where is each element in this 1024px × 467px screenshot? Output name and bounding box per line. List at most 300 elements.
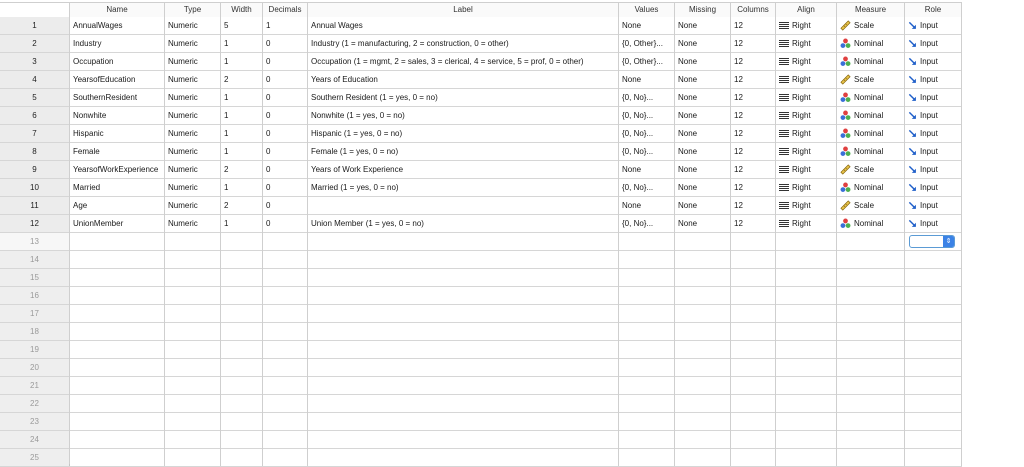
empty-cell-decimals[interactable] xyxy=(263,431,308,448)
empty-cell-decimals[interactable] xyxy=(263,413,308,430)
row-number[interactable]: 1 xyxy=(0,17,70,34)
cell-name[interactable]: Married xyxy=(70,179,165,196)
cell-measure[interactable] xyxy=(837,161,905,178)
cell-measure[interactable] xyxy=(837,179,905,196)
empty-cell-columns[interactable] xyxy=(731,305,776,322)
cell-align[interactable] xyxy=(776,179,837,196)
empty-cell-label[interactable] xyxy=(308,341,619,358)
cell-label[interactable]: Nonwhite (1 = yes, 0 = no) xyxy=(308,107,619,124)
cell-type[interactable]: Numeric xyxy=(165,71,221,88)
cell-width[interactable]: 1 xyxy=(221,143,263,160)
cell-width[interactable]: 1 xyxy=(221,89,263,106)
empty-cell-name[interactable] xyxy=(70,233,165,250)
empty-cell-measure[interactable] xyxy=(837,269,905,286)
column-header-type[interactable]: Type xyxy=(165,3,221,17)
cell-missing[interactable]: None xyxy=(675,107,731,124)
cell-role[interactable] xyxy=(905,53,962,70)
cell-type[interactable]: Numeric xyxy=(165,215,221,232)
empty-cell-decimals[interactable] xyxy=(263,251,308,268)
cell-role[interactable] xyxy=(905,107,962,124)
cell-values[interactable]: None xyxy=(619,17,675,34)
empty-cell-align[interactable] xyxy=(776,359,837,376)
cell-values[interactable]: {0, No}... xyxy=(619,179,675,196)
cell-align[interactable] xyxy=(776,53,837,70)
empty-cell-values[interactable] xyxy=(619,359,675,376)
cell-values[interactable]: {0, No}... xyxy=(619,215,675,232)
empty-cell-type[interactable] xyxy=(165,359,221,376)
cell-columns[interactable]: 12 xyxy=(731,35,776,52)
empty-cell-measure[interactable] xyxy=(837,377,905,394)
empty-cell-measure[interactable] xyxy=(837,233,905,250)
cell-align[interactable] xyxy=(776,89,837,106)
row-number[interactable]: 20 xyxy=(0,359,70,376)
cell-values[interactable]: None xyxy=(619,71,675,88)
empty-cell-type[interactable] xyxy=(165,395,221,412)
cell-values[interactable]: None xyxy=(619,197,675,214)
empty-cell-values[interactable] xyxy=(619,233,675,250)
empty-cell-type[interactable] xyxy=(165,287,221,304)
row-number[interactable]: 19 xyxy=(0,341,70,358)
cell-role[interactable] xyxy=(905,179,962,196)
cell-name[interactable]: YearsofWorkExperience xyxy=(70,161,165,178)
empty-cell-name[interactable] xyxy=(70,431,165,448)
empty-cell-values[interactable] xyxy=(619,377,675,394)
empty-cell-columns[interactable] xyxy=(731,431,776,448)
row-number[interactable]: 15 xyxy=(0,269,70,286)
row-number[interactable]: 2 xyxy=(0,35,70,52)
cell-measure[interactable] xyxy=(837,107,905,124)
cell-role[interactable] xyxy=(905,17,962,34)
cell-type[interactable]: Numeric xyxy=(165,179,221,196)
cell-label[interactable]: Union Member (1 = yes, 0 = no) xyxy=(308,215,619,232)
empty-cell-label[interactable] xyxy=(308,251,619,268)
cell-measure[interactable] xyxy=(837,35,905,52)
empty-cell-measure[interactable] xyxy=(837,395,905,412)
empty-cell-role[interactable] xyxy=(905,323,962,340)
row-number[interactable]: 4 xyxy=(0,71,70,88)
cell-name[interactable]: Industry xyxy=(70,35,165,52)
empty-cell-name[interactable] xyxy=(70,377,165,394)
empty-cell-decimals[interactable] xyxy=(263,269,308,286)
empty-cell-columns[interactable] xyxy=(731,269,776,286)
empty-cell-align[interactable] xyxy=(776,341,837,358)
empty-cell-role[interactable] xyxy=(905,305,962,322)
cell-role[interactable] xyxy=(905,215,962,232)
cell-decimals[interactable]: 0 xyxy=(263,35,308,52)
cell-role[interactable] xyxy=(905,161,962,178)
empty-cell-values[interactable] xyxy=(619,413,675,430)
cell-missing[interactable]: None xyxy=(675,125,731,142)
cell-align[interactable] xyxy=(776,143,837,160)
column-header-name[interactable]: Name xyxy=(70,3,165,17)
row-number[interactable]: 17 xyxy=(0,305,70,322)
cell-type[interactable]: Numeric xyxy=(165,89,221,106)
empty-cell-align[interactable] xyxy=(776,323,837,340)
empty-cell-width[interactable] xyxy=(221,341,263,358)
empty-cell-role[interactable] xyxy=(905,251,962,268)
cell-columns[interactable]: 12 xyxy=(731,143,776,160)
cell-type[interactable]: Numeric xyxy=(165,161,221,178)
cell-values[interactable]: {0, No}... xyxy=(619,143,675,160)
empty-cell-measure[interactable] xyxy=(837,305,905,322)
empty-cell-label[interactable] xyxy=(308,413,619,430)
row-number[interactable]: 9 xyxy=(0,161,70,178)
cell-missing[interactable]: None xyxy=(675,215,731,232)
cell-missing[interactable]: None xyxy=(675,197,731,214)
empty-cell-measure[interactable] xyxy=(837,431,905,448)
column-header-values[interactable]: Values xyxy=(619,3,675,17)
empty-cell-columns[interactable] xyxy=(731,449,776,466)
row-number[interactable]: 24 xyxy=(0,431,70,448)
cell-label[interactable]: Southern Resident (1 = yes, 0 = no) xyxy=(308,89,619,106)
empty-cell-missing[interactable] xyxy=(675,395,731,412)
row-number[interactable]: 6 xyxy=(0,107,70,124)
empty-cell-label[interactable] xyxy=(308,233,619,250)
empty-cell-missing[interactable] xyxy=(675,377,731,394)
empty-cell-measure[interactable] xyxy=(837,413,905,430)
empty-cell-columns[interactable] xyxy=(731,233,776,250)
cell-measure[interactable] xyxy=(837,125,905,142)
cell-role[interactable] xyxy=(905,125,962,142)
empty-cell-role[interactable] xyxy=(905,377,962,394)
column-header-width[interactable]: Width xyxy=(221,3,263,17)
cell-role[interactable] xyxy=(905,89,962,106)
cell-align[interactable] xyxy=(776,35,837,52)
row-number[interactable]: 8 xyxy=(0,143,70,160)
empty-cell-columns[interactable] xyxy=(731,359,776,376)
cell-missing[interactable]: None xyxy=(675,71,731,88)
empty-cell-missing[interactable] xyxy=(675,431,731,448)
cell-measure[interactable] xyxy=(837,197,905,214)
cell-label[interactable]: Industry (1 = manufacturing, 2 = construction, 0 = other) xyxy=(308,35,619,52)
cell-values[interactable]: {0, Other}... xyxy=(619,35,675,52)
cell-align[interactable] xyxy=(776,17,837,34)
cell-role[interactable] xyxy=(905,197,962,214)
empty-cell-width[interactable] xyxy=(221,431,263,448)
empty-cell-name[interactable] xyxy=(70,449,165,466)
cell-align[interactable] xyxy=(776,161,837,178)
empty-cell-missing[interactable] xyxy=(675,323,731,340)
row-number[interactable]: 18 xyxy=(0,323,70,340)
role-dropdown-arrow-icon[interactable]: ⇕ xyxy=(943,236,954,247)
empty-cell-measure[interactable] xyxy=(837,323,905,340)
cell-columns[interactable]: 12 xyxy=(731,107,776,124)
cell-columns[interactable]: 12 xyxy=(731,71,776,88)
cell-align[interactable] xyxy=(776,71,837,88)
empty-cell-name[interactable] xyxy=(70,359,165,376)
cell-align[interactable] xyxy=(776,197,837,214)
row-number[interactable]: 23 xyxy=(0,413,70,430)
empty-cell-name[interactable] xyxy=(70,413,165,430)
empty-cell-name[interactable] xyxy=(70,341,165,358)
cell-columns[interactable]: 12 xyxy=(731,89,776,106)
cell-decimals[interactable]: 0 xyxy=(263,215,308,232)
empty-cell-role[interactable] xyxy=(905,269,962,286)
empty-cell-name[interactable] xyxy=(70,269,165,286)
empty-cell-missing[interactable] xyxy=(675,341,731,358)
cell-decimals[interactable]: 0 xyxy=(263,71,308,88)
empty-cell-width[interactable] xyxy=(221,359,263,376)
cell-align[interactable] xyxy=(776,125,837,142)
empty-cell-align[interactable] xyxy=(776,395,837,412)
empty-cell-align[interactable] xyxy=(776,305,837,322)
empty-cell-values[interactable] xyxy=(619,395,675,412)
column-header-align[interactable]: Align xyxy=(776,3,837,17)
cell-name[interactable]: Age xyxy=(70,197,165,214)
empty-cell-columns[interactable] xyxy=(731,341,776,358)
empty-cell-name[interactable] xyxy=(70,251,165,268)
row-number[interactable]: 3 xyxy=(0,53,70,70)
empty-cell-decimals[interactable] xyxy=(263,341,308,358)
cell-width[interactable]: 2 xyxy=(221,161,263,178)
empty-cell-width[interactable] xyxy=(221,287,263,304)
empty-cell-decimals[interactable] xyxy=(263,449,308,466)
empty-cell-width[interactable] xyxy=(221,377,263,394)
cell-decimals[interactable]: 0 xyxy=(263,89,308,106)
cell-measure[interactable] xyxy=(837,215,905,232)
empty-cell-missing[interactable] xyxy=(675,413,731,430)
cell-label[interactable]: Annual Wages xyxy=(308,17,619,34)
cell-values[interactable]: {0, No}... xyxy=(619,107,675,124)
cell-width[interactable]: 2 xyxy=(221,71,263,88)
empty-cell-decimals[interactable] xyxy=(263,287,308,304)
empty-cell-type[interactable] xyxy=(165,377,221,394)
cell-decimals[interactable]: 1 xyxy=(263,17,308,34)
cell-type[interactable]: Numeric xyxy=(165,17,221,34)
empty-cell-role[interactable] xyxy=(905,341,962,358)
empty-cell-label[interactable] xyxy=(308,269,619,286)
cell-label[interactable]: Years of Education xyxy=(308,71,619,88)
empty-cell-name[interactable] xyxy=(70,323,165,340)
cell-columns[interactable]: 12 xyxy=(731,125,776,142)
cell-decimals[interactable]: 0 xyxy=(263,125,308,142)
cell-missing[interactable]: None xyxy=(675,35,731,52)
empty-cell-missing[interactable] xyxy=(675,359,731,376)
empty-cell-missing[interactable] xyxy=(675,269,731,286)
empty-cell-label[interactable] xyxy=(308,395,619,412)
cell-name[interactable]: Occupation xyxy=(70,53,165,70)
cell-align[interactable] xyxy=(776,215,837,232)
row-number[interactable]: 13 xyxy=(0,233,70,250)
cell-measure[interactable] xyxy=(837,17,905,34)
empty-cell-decimals[interactable] xyxy=(263,305,308,322)
empty-cell-align[interactable] xyxy=(776,431,837,448)
cell-missing[interactable]: None xyxy=(675,17,731,34)
empty-cell-label[interactable] xyxy=(308,323,619,340)
cell-name[interactable]: YearsofEducation xyxy=(70,71,165,88)
cell-width[interactable]: 1 xyxy=(221,125,263,142)
empty-cell-align[interactable] xyxy=(776,251,837,268)
cell-measure[interactable] xyxy=(837,71,905,88)
empty-cell-values[interactable] xyxy=(619,341,675,358)
cell-values[interactable]: {0, No}... xyxy=(619,89,675,106)
row-number[interactable]: 21 xyxy=(0,377,70,394)
cell-columns[interactable]: 12 xyxy=(731,179,776,196)
row-number[interactable]: 5 xyxy=(0,89,70,106)
row-number[interactable]: 7 xyxy=(0,125,70,142)
column-header-decimals[interactable]: Decimals xyxy=(263,3,308,17)
row-number[interactable]: 11 xyxy=(0,197,70,214)
empty-cell-label[interactable] xyxy=(308,431,619,448)
empty-cell-role[interactable] xyxy=(905,413,962,430)
empty-cell-align[interactable] xyxy=(776,269,837,286)
empty-cell-role[interactable] xyxy=(905,449,962,466)
cell-name[interactable]: Female xyxy=(70,143,165,160)
row-number[interactable]: 22 xyxy=(0,395,70,412)
cell-role[interactable] xyxy=(905,143,962,160)
cell-type[interactable]: Numeric xyxy=(165,107,221,124)
empty-cell-align[interactable] xyxy=(776,233,837,250)
empty-cell-columns[interactable] xyxy=(731,395,776,412)
column-header-missing[interactable]: Missing xyxy=(675,3,731,17)
empty-cell-type[interactable] xyxy=(165,413,221,430)
cell-type[interactable]: Numeric xyxy=(165,53,221,70)
cell-columns[interactable]: 12 xyxy=(731,161,776,178)
empty-cell-role[interactable] xyxy=(905,359,962,376)
cell-width[interactable]: 1 xyxy=(221,53,263,70)
empty-cell-name[interactable] xyxy=(70,287,165,304)
empty-cell-columns[interactable] xyxy=(731,377,776,394)
empty-cell-measure[interactable] xyxy=(837,287,905,304)
empty-cell-missing[interactable] xyxy=(675,287,731,304)
empty-cell-width[interactable] xyxy=(221,305,263,322)
empty-cell-decimals[interactable] xyxy=(263,323,308,340)
empty-cell-measure[interactable] xyxy=(837,359,905,376)
empty-cell-width[interactable] xyxy=(221,413,263,430)
empty-cell-type[interactable] xyxy=(165,449,221,466)
cell-decimals[interactable]: 0 xyxy=(263,179,308,196)
row-number[interactable]: 12 xyxy=(0,215,70,232)
cell-label[interactable]: Female (1 = yes, 0 = no) xyxy=(308,143,619,160)
empty-cell-width[interactable] xyxy=(221,251,263,268)
cell-missing[interactable]: None xyxy=(675,53,731,70)
empty-cell-type[interactable] xyxy=(165,269,221,286)
cell-measure[interactable] xyxy=(837,143,905,160)
empty-cell-values[interactable] xyxy=(619,449,675,466)
cell-decimals[interactable]: 0 xyxy=(263,53,308,70)
empty-cell-values[interactable] xyxy=(619,323,675,340)
cell-width[interactable]: 1 xyxy=(221,215,263,232)
empty-cell-width[interactable] xyxy=(221,323,263,340)
cell-role[interactable] xyxy=(905,35,962,52)
empty-cell-width[interactable] xyxy=(221,449,263,466)
cell-values[interactable]: {0, No}... xyxy=(619,125,675,142)
empty-cell-columns[interactable] xyxy=(731,323,776,340)
cell-name[interactable]: AnnualWages xyxy=(70,17,165,34)
cell-label[interactable]: Hispanic (1 = yes, 0 = no) xyxy=(308,125,619,142)
cell-missing[interactable]: None xyxy=(675,89,731,106)
cell-type[interactable]: Numeric xyxy=(165,125,221,142)
cell-decimals[interactable]: 0 xyxy=(263,161,308,178)
empty-cell-role[interactable] xyxy=(905,287,962,304)
cell-columns[interactable]: 12 xyxy=(731,215,776,232)
cell-missing[interactable]: None xyxy=(675,179,731,196)
empty-cell-name[interactable] xyxy=(70,395,165,412)
cell-width[interactable]: 2 xyxy=(221,197,263,214)
empty-cell-columns[interactable] xyxy=(731,251,776,268)
cell-name[interactable]: Hispanic xyxy=(70,125,165,142)
row-number[interactable]: 10 xyxy=(0,179,70,196)
cell-width[interactable]: 5 xyxy=(221,17,263,34)
cell-columns[interactable]: 12 xyxy=(731,197,776,214)
cell-name[interactable]: UnionMember xyxy=(70,215,165,232)
cell-missing[interactable]: None xyxy=(675,143,731,160)
row-number[interactable]: 25 xyxy=(0,449,70,466)
empty-cell-width[interactable] xyxy=(221,269,263,286)
cell-name[interactable]: Nonwhite xyxy=(70,107,165,124)
cell-type[interactable]: Numeric xyxy=(165,35,221,52)
empty-cell-align[interactable] xyxy=(776,413,837,430)
cell-decimals[interactable]: 0 xyxy=(263,107,308,124)
cell-columns[interactable]: 12 xyxy=(731,53,776,70)
cell-measure[interactable] xyxy=(837,89,905,106)
empty-cell-width[interactable] xyxy=(221,395,263,412)
empty-cell-label[interactable] xyxy=(308,305,619,322)
empty-cell-decimals[interactable] xyxy=(263,377,308,394)
empty-cell-label[interactable] xyxy=(308,287,619,304)
cell-width[interactable]: 1 xyxy=(221,179,263,196)
empty-cell-type[interactable] xyxy=(165,431,221,448)
empty-cell-missing[interactable] xyxy=(675,449,731,466)
cell-decimals[interactable]: 0 xyxy=(263,143,308,160)
empty-cell-name[interactable] xyxy=(70,305,165,322)
empty-cell-decimals[interactable] xyxy=(263,359,308,376)
empty-cell-decimals[interactable] xyxy=(263,395,308,412)
cell-measure[interactable] xyxy=(837,53,905,70)
empty-cell-values[interactable] xyxy=(619,269,675,286)
column-header-role[interactable]: Role xyxy=(905,3,962,17)
column-header-label[interactable]: Label xyxy=(308,3,619,17)
cell-decimals[interactable]: 0 xyxy=(263,197,308,214)
empty-cell-columns[interactable] xyxy=(731,287,776,304)
empty-cell-type[interactable] xyxy=(165,233,221,250)
column-header-columns[interactable]: Columns xyxy=(731,3,776,17)
empty-cell-missing[interactable] xyxy=(675,233,731,250)
cell-missing[interactable]: None xyxy=(675,161,731,178)
empty-cell-type[interactable] xyxy=(165,323,221,340)
row-number[interactable]: 14 xyxy=(0,251,70,268)
empty-cell-role[interactable] xyxy=(905,431,962,448)
cell-label[interactable]: Married (1 = yes, 0 = no) xyxy=(308,179,619,196)
empty-cell-measure[interactable] xyxy=(837,341,905,358)
cell-values[interactable]: {0, Other}... xyxy=(619,53,675,70)
empty-cell-measure[interactable] xyxy=(837,251,905,268)
cell-type[interactable]: Numeric xyxy=(165,197,221,214)
cell-columns[interactable]: 12 xyxy=(731,17,776,34)
empty-cell-align[interactable] xyxy=(776,287,837,304)
empty-cell-role[interactable] xyxy=(905,395,962,412)
empty-cell-missing[interactable] xyxy=(675,251,731,268)
empty-cell-type[interactable] xyxy=(165,305,221,322)
column-header-measure[interactable]: Measure xyxy=(837,3,905,17)
empty-cell-columns[interactable] xyxy=(731,413,776,430)
empty-cell-decimals[interactable] xyxy=(263,233,308,250)
cell-label[interactable]: Years of Work Experience xyxy=(308,161,619,178)
empty-cell-type[interactable] xyxy=(165,251,221,268)
cell-width[interactable]: 1 xyxy=(221,107,263,124)
cell-label[interactable]: Occupation (1 = mgmt, 2 = sales, 3 = clerical, 4 = service, 5 = prof, 0 = other) xyxy=(308,53,619,70)
empty-cell-missing[interactable] xyxy=(675,305,731,322)
cell-name[interactable]: SouthernResident xyxy=(70,89,165,106)
cell-width[interactable]: 1 xyxy=(221,35,263,52)
empty-cell-width[interactable] xyxy=(221,233,263,250)
cell-type[interactable]: Numeric xyxy=(165,143,221,160)
empty-cell-align[interactable] xyxy=(776,377,837,394)
empty-cell-values[interactable] xyxy=(619,251,675,268)
empty-cell-values[interactable] xyxy=(619,305,675,322)
empty-cell-values[interactable] xyxy=(619,287,675,304)
cell-values[interactable]: None xyxy=(619,161,675,178)
